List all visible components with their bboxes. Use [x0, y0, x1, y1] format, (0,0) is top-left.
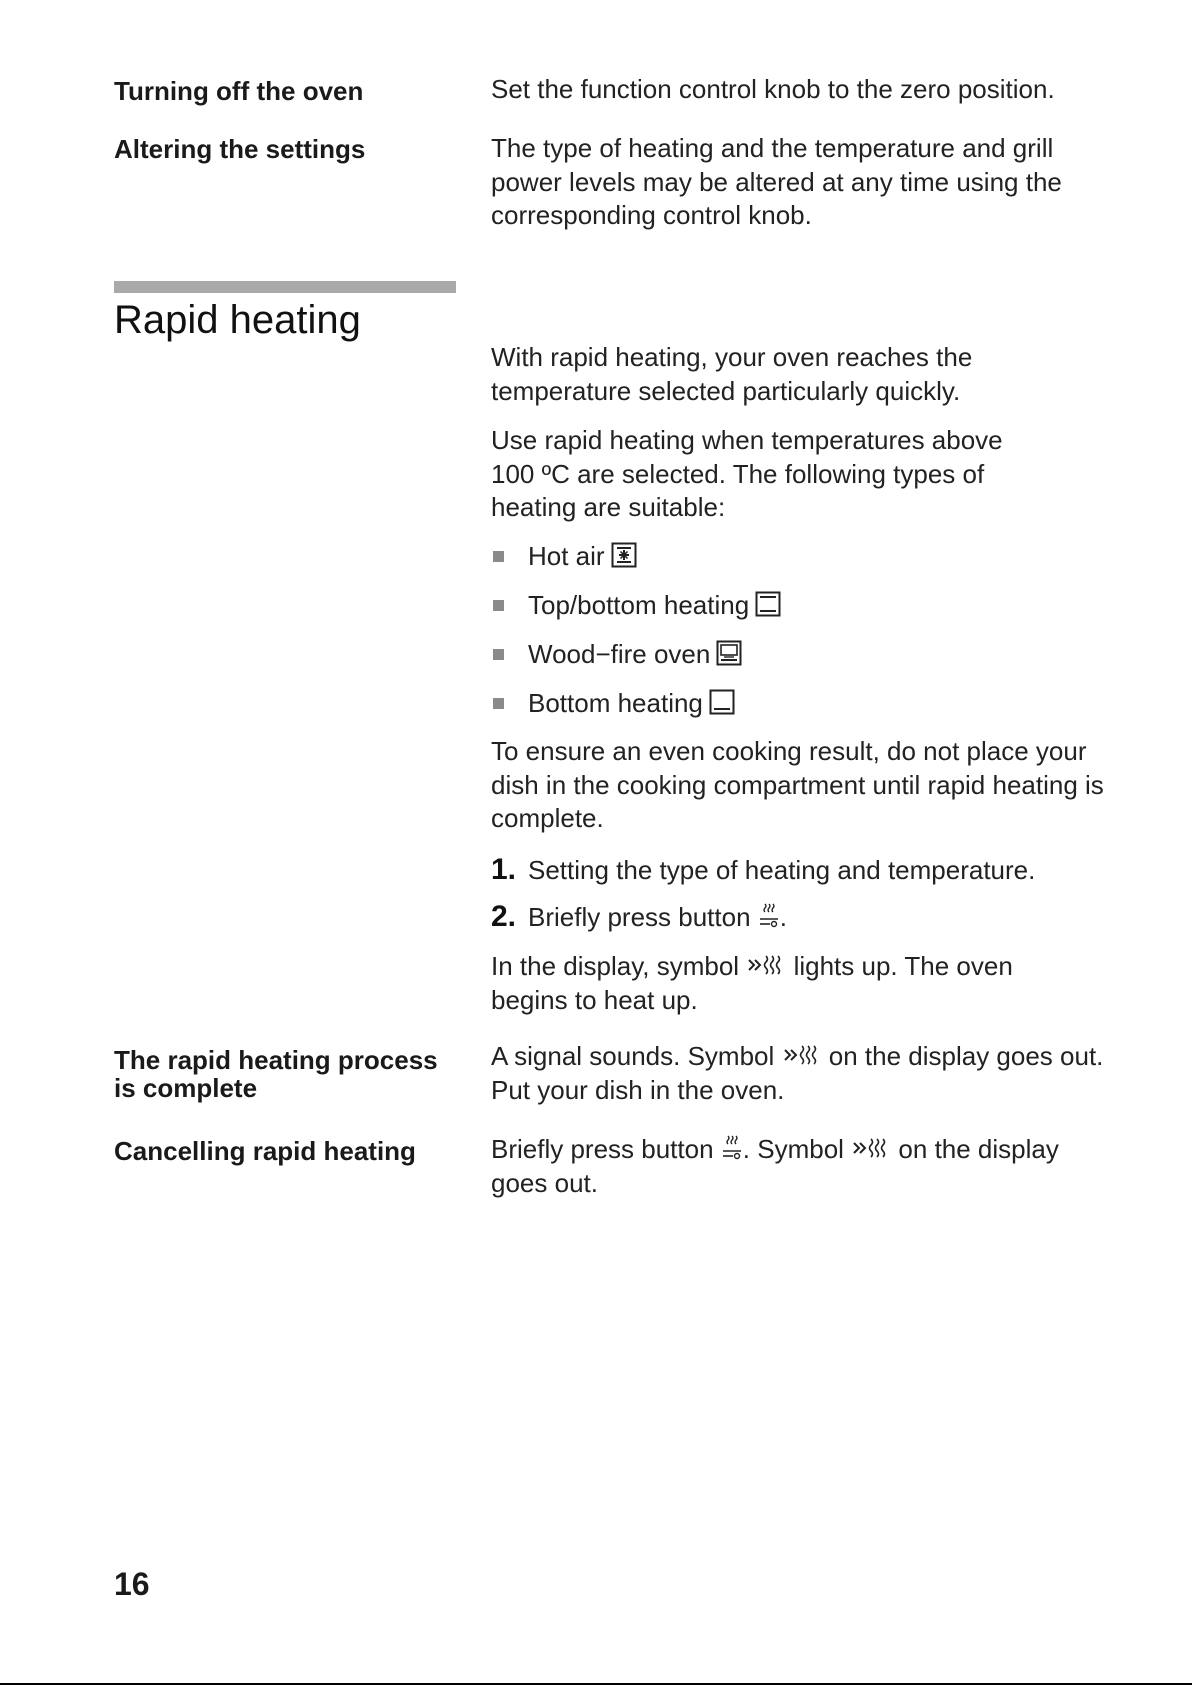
label-process-complete: The rapid heating process is complete — [114, 1045, 438, 1103]
heating-type-label: Wood−fire oven — [528, 639, 711, 669]
step-number: 1. — [491, 853, 517, 886]
list-item — [491, 637, 1111, 671]
top-bottom-heating-icon — [755, 591, 781, 617]
step-number: 2. — [491, 900, 517, 933]
step-item — [491, 852, 1111, 888]
bullet-square-icon — [493, 551, 504, 562]
display-note-b: lights up. The oven begins to heat up. — [491, 951, 1013, 1015]
step-item — [491, 899, 1111, 935]
bullet-square-icon — [493, 698, 504, 709]
text-process-complete — [491, 1040, 1131, 1107]
page-number: 16 — [114, 1566, 150, 1602]
cancelling-text-a: Briefly press button — [491, 1134, 714, 1164]
text-altering-settings: The type of heating and the temperature and grill power levels may be altered at any time using the corresponding control knob. — [491, 133, 1062, 230]
process-complete-text-a: A signal sounds. Symbol — [491, 1041, 775, 1071]
usage-paragraph: Use rapid heating when temperatures above 100 ºC are selected. The following types of heating are suitable: — [491, 425, 1003, 522]
intro-paragraph: With rapid heating, your oven reaches the temperature selected particularly quickly. — [491, 342, 973, 406]
cancelling-text-b: . Symbol — [742, 1134, 844, 1164]
rapid-heating-button-icon — [758, 902, 780, 928]
rapid-heating-symbol-icon — [746, 953, 786, 977]
display-note-a: In the display, symbol — [491, 951, 740, 981]
text-cancelling — [491, 1133, 1091, 1200]
bullet-square-icon — [493, 600, 504, 611]
heating-type-label: Top/bottom heating — [528, 590, 750, 620]
section-title: Rapid heating — [114, 298, 361, 342]
list-item — [491, 588, 1111, 622]
rapid-heating-symbol-icon — [782, 1043, 822, 1067]
heating-type-label: Bottom heating — [528, 688, 703, 718]
label-altering-settings: Altering the settings — [114, 134, 366, 164]
text-turning-off: Set the function control knob to the zero position. — [491, 74, 1055, 104]
display-note-paragraph — [491, 950, 1091, 1017]
heating-type-label: Hot air — [528, 541, 605, 571]
step-suffix: . — [779, 902, 788, 932]
process-complete-text-b: on the display goes out. Put your dish in the oven. — [491, 1041, 1104, 1105]
section-divider-bar — [114, 281, 456, 293]
rapid-heating-button-icon — [721, 1134, 743, 1160]
hot-air-icon — [611, 542, 637, 568]
label-cancelling: Cancelling rapid heating — [114, 1136, 416, 1166]
list-item — [491, 686, 1111, 720]
label-turning-off: Turning off the oven — [114, 76, 364, 106]
wood-fire-oven-icon — [716, 640, 742, 666]
cancelling-text-c: on the display goes out. — [491, 1134, 1059, 1198]
list-item — [491, 539, 1111, 573]
step-text: Briefly press button — [528, 902, 751, 932]
step-text: Setting the type of heating and temperature. — [528, 855, 1036, 885]
even-result-paragraph: To ensure an even cooking result, do not place your dish in the cooking compartment until rapid heating is complete. — [491, 736, 1104, 833]
bottom-heating-icon — [709, 689, 735, 715]
rapid-heating-symbol-icon — [851, 1136, 891, 1160]
bullet-square-icon — [493, 649, 504, 660]
